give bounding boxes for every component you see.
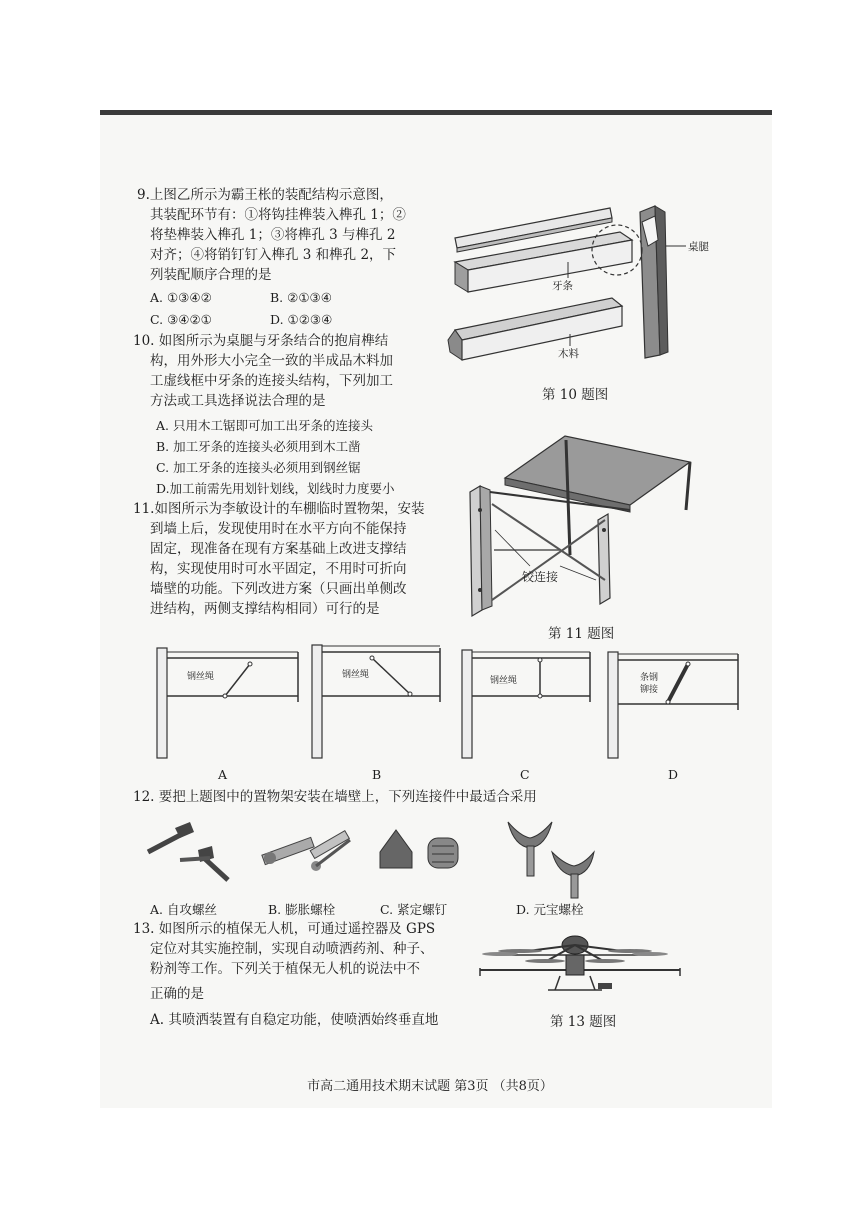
- q11-line: 固定，现准备在现有方案基础上改进支撑结: [150, 541, 407, 557]
- choice-b-label: 钢丝绳: [342, 670, 370, 680]
- q12-option-a: A. 自攻螺丝: [150, 902, 217, 917]
- choice-d-letter: D: [668, 767, 679, 782]
- q11-line: 构，实现使用时可水平固定，不用时可折向: [150, 561, 407, 577]
- q9-line: 将垫榫装入榫孔 1；③将榫孔 3 与榫孔 2: [150, 227, 396, 243]
- figure-13-caption: 第 13 题图: [550, 1014, 617, 1030]
- q13-line: 粉剂等工作。下列关于植保无人机的说法中不: [150, 961, 420, 977]
- q12-option-d: D. 元宝螺栓: [516, 902, 584, 917]
- q10-line: 构，用外形大小完全一致的半成品木料加: [150, 353, 393, 369]
- figure-11-caption: 第 11 题图: [548, 626, 615, 642]
- label-apron: 牙条: [552, 280, 573, 292]
- q13-line: 正确的是: [150, 986, 204, 1002]
- page-footer: 市高二通用技术期末试题 第3页 （共8页）: [307, 1079, 553, 1094]
- q13-option-a: A. 其喷洒装置有自稳定功能，使喷洒始终垂直地: [150, 1012, 439, 1028]
- choice-a-label: 钢丝绳: [187, 672, 215, 682]
- choice-b-letter: B: [372, 767, 382, 782]
- q10-option-c: C. 加工牙条的连接头必须用到钢丝锯: [156, 460, 361, 475]
- choice-c-letter: C: [520, 767, 530, 782]
- q12-option-b: B. 膨胀螺栓: [268, 902, 336, 917]
- choice-d-label-2: 铆接: [640, 685, 659, 695]
- q10-line: 方法或工具选择说法合理的是: [150, 393, 326, 409]
- q10-option-d: D.加工前需先用划针划线，划线时力度要小: [156, 481, 395, 496]
- q10-option-a: A. 只用木工锯即可加工出牙条的连接头: [156, 418, 373, 433]
- q11-line: 到墙上后，发现使用时在水平方向不能保持: [150, 521, 407, 537]
- q9-option-d: D. ①②③④: [270, 312, 333, 327]
- choice-d-label-1: 条钢: [640, 673, 659, 683]
- q9-option-b: B. ②①③④: [270, 290, 332, 305]
- q11-line: 墙壁的功能。下列改进方案（只画出单侧改: [150, 581, 407, 597]
- label-hinge: 铰连接: [522, 570, 559, 584]
- q10-option-b: B. 加工牙条的连接头必须用到木工凿: [156, 439, 361, 454]
- q12-stem: 12. 要把上题图中的置物架安装在墙壁上，下列连接件中最适合采用: [133, 789, 537, 805]
- q9-line: 对齐；④将销钉钉入榫孔 3 和榫孔 2，下: [150, 247, 397, 263]
- q11-line: 11.如图所示为李敏设计的车棚临时置物架，安装: [133, 501, 425, 517]
- q10-line: 工虚线框中牙条的连接头结构，下列加工: [150, 373, 393, 389]
- label-wood: 木料: [558, 348, 579, 360]
- q9-line: 列装配顺序合理的是: [150, 267, 272, 283]
- q9-line: 9.上图乙所示为霸王枨的装配结构示意图，: [137, 187, 393, 203]
- label-leg: 桌腿: [688, 241, 709, 253]
- q9-option-c: C. ③④②①: [150, 312, 212, 327]
- figure-10-caption: 第 10 题图: [542, 387, 609, 403]
- q13-line: 定位对其实施控制，实现自动喷洒药剂、种子、: [150, 941, 434, 957]
- q10-line: 10. 如图所示为桌腿与牙条结合的抱肩榫结: [133, 333, 389, 349]
- q9-line: 其装配环节有：①将钩挂榫装入榫孔 1；②: [150, 207, 406, 223]
- q9-option-a: A. ①③④②: [150, 290, 212, 305]
- choice-a-letter: A: [218, 767, 228, 782]
- q13-line: 13. 如图所示的植保无人机，可通过遥控器及 GPS: [133, 921, 436, 937]
- q11-line: 进结构，两侧支撑结构相同）可行的是: [150, 601, 380, 617]
- choice-c-label: 钢丝绳: [490, 676, 518, 686]
- q12-option-c: C. 紧定螺钉: [380, 902, 448, 917]
